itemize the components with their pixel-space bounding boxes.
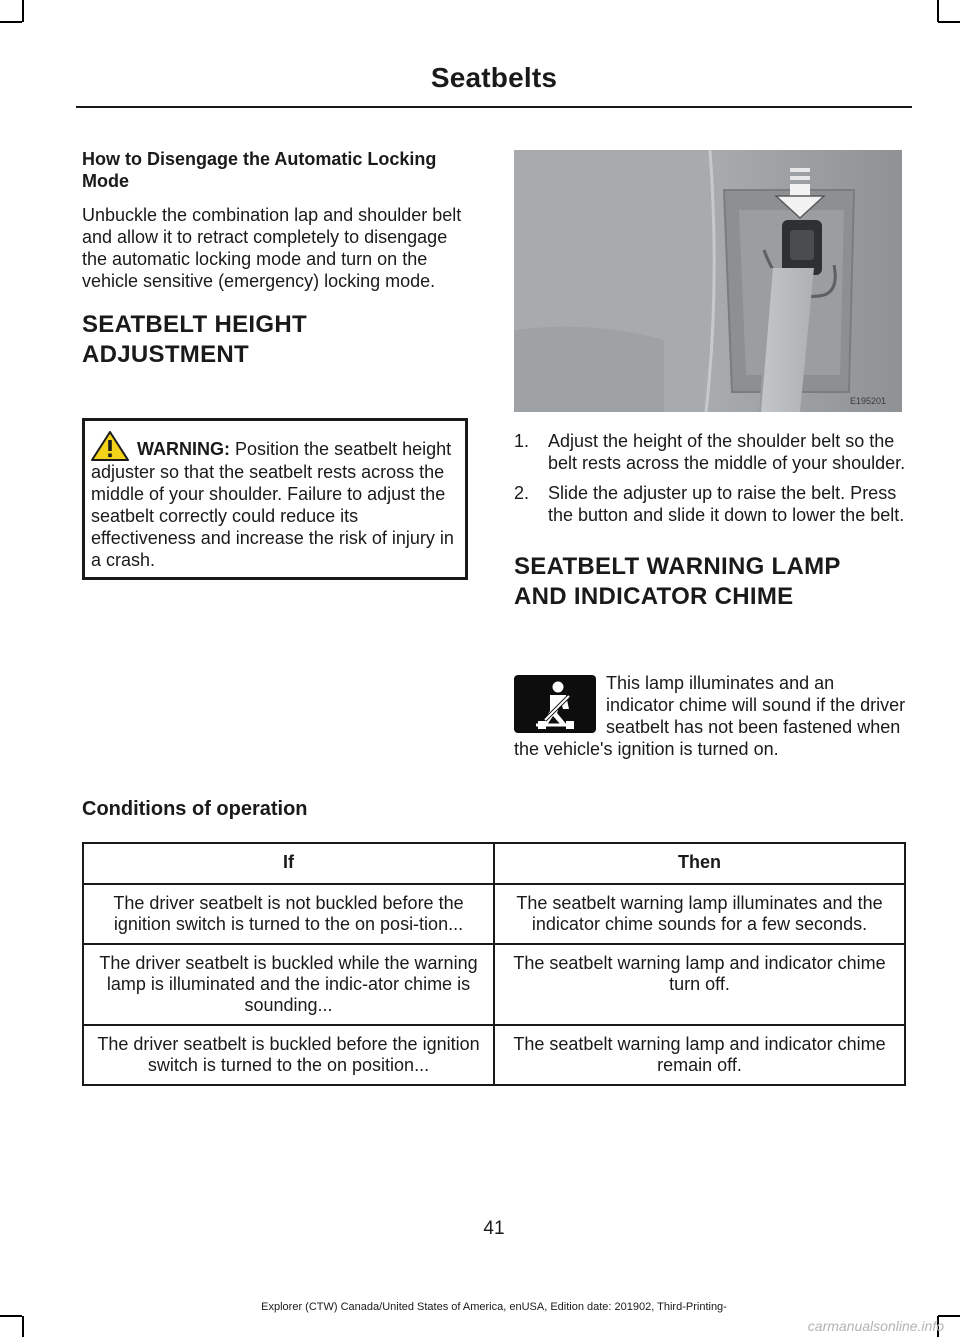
page-number: 41 [483,1218,505,1239]
table-cell: The driver seatbelt is buckled while the warning lamp is illuminated and the indic-ator chime is sounding... [83,944,494,1025]
step-number: 1. [514,431,530,451]
step-text: Slide the adjuster up to raise the belt. Press the button and slide it down to lower the belt. [548,483,905,525]
crop-mark-bottom-left-h [0,1315,22,1317]
table-cell: The driver seatbelt is buckled before the ignition switch is turned to the on position... [83,1025,494,1085]
table-cell: The driver seatbelt is not buckled before the ignition switch is turned to the on posi-tion... [83,884,494,944]
lamp-section-title-line2: AND INDICATOR CHIME [514,583,794,610]
crop-mark-top-left-h [0,21,22,23]
table-row [83,1025,905,1085]
table-row [83,944,905,1025]
section-title-line1: SEATBELT HEIGHT [82,311,307,338]
column-header-if: If [83,843,494,884]
body-paragraph: Unbuckle the combination lap and shoulder belt and allow it to retract completely to disengage the automatic locking mode and turn on the vehicle sensitive (emergency) locking mode. [82,205,462,291]
seatbelt-height-adjuster-photo [514,150,902,412]
figure-code: E195201 [849,396,886,406]
table-cell: The seatbelt warning lamp and indicator chime turn off. [494,944,905,1025]
table-cell: The seatbelt warning lamp and indicator chime remain off. [494,1025,905,1085]
step-number: 2. [514,483,530,503]
crop-mark-top-right-h [938,21,960,23]
table-header-row [83,843,905,884]
left-column [82,148,474,370]
list-item [514,482,906,526]
table-cell: The seatbelt warning lamp illuminates and the indicator chime sounds for a few seconds. [494,884,905,944]
header-divider [76,106,912,108]
warning-triangle-icon [91,431,129,461]
step-text: Adjust the height of the shoulder belt so the belt rests across the middle of your shoulder. [548,431,906,473]
watermark: carmanualsonline.info [807,1318,944,1334]
warning-text: Position the seatbelt height adjuster so that the seatbelt rests across the middle of your shoulder. Failure to adjust the seatbelt correctly could reduce its effectiveness and increase the risk of injury in a crash. [91,439,454,570]
seatbelt-warning-lamp-icon [514,675,596,733]
list-item [514,430,906,474]
crop-mark-bottom-left-v [22,1316,24,1337]
section-title-line2: ADJUSTMENT [82,341,250,368]
crop-mark-top-right-v [937,0,939,22]
warning-box [82,418,468,580]
conditions-table [82,842,906,1086]
conditions-heading: Conditions of operation [82,798,308,820]
page-header-title: Seatbelts [430,62,558,93]
warning-label: WARNING: [137,439,230,459]
lamp-description-text: This lamp illuminates and an indicator chime will sound if the driver seatbelt has not been fastened when the vehicle's ignition is turned on. [514,673,906,759]
subheading: How to Disengage the Automatic Locking Mode [82,149,437,191]
column-header-then: Then [494,843,905,884]
footer-edition-info: Explorer (CTW) Canada/United States of America, enUSA, Edition date: 201902, Third-Printing- [261,1301,727,1313]
crop-mark-top-left-v [22,0,24,22]
crop-mark-bottom-right-h [938,1315,960,1317]
lamp-section-title-line1: SEATBELT WARNING LAMP [514,553,841,580]
table-row [83,884,905,944]
adjustment-steps [514,430,906,612]
